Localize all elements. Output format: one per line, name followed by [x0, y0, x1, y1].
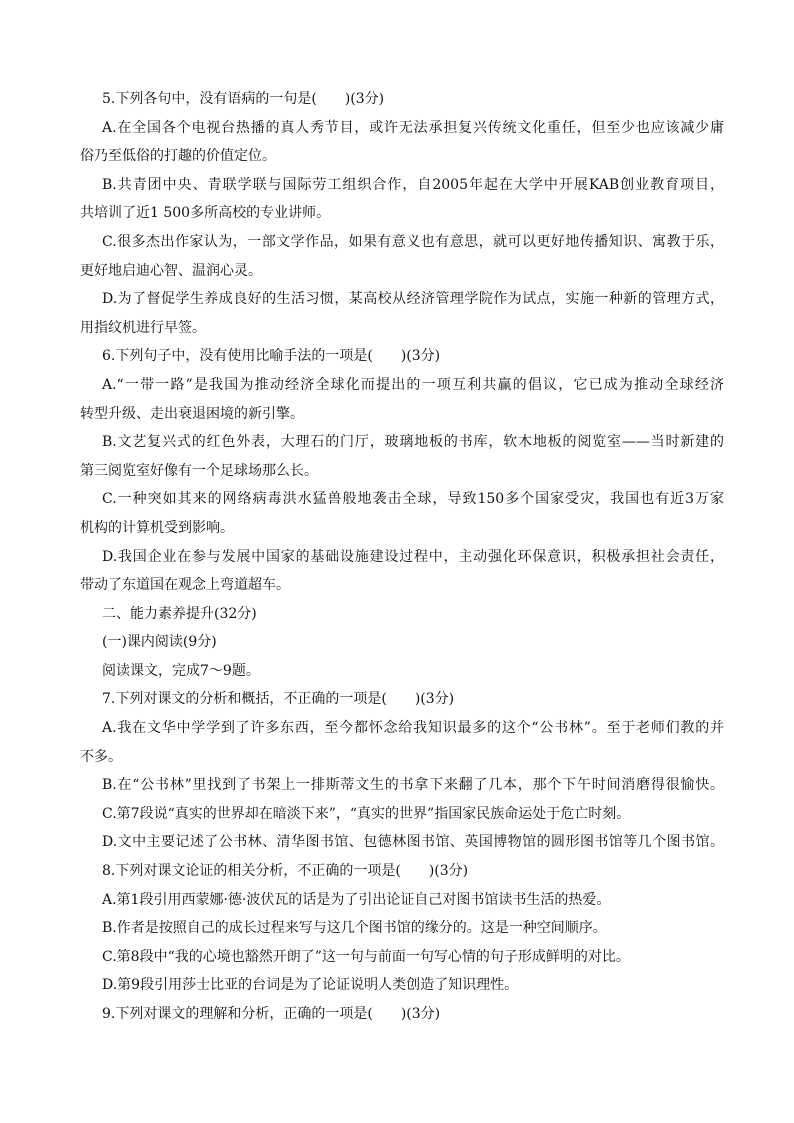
text-line: B.作者是按照自己的成长过程来写与这几个图书馆的缘分的。这是一种空间顺序。	[102, 920, 607, 937]
text-line: 6.下列句子中，没有使用比喻手法的一项是( )(3分)	[102, 348, 441, 365]
text-line: C.很多杰出作家认为，一部文学作品，如果有意义也有意思，就可以更好地传播知识、寓教于乐，	[102, 233, 724, 250]
text-line: 不多。	[80, 748, 122, 765]
text-line: D.我国企业在参与发展中国家的基础设施建设过程中，主动强化环保意识，积极承担社会责任，	[102, 548, 724, 565]
text-line: A.第1段引用西蒙娜·德·波伏瓦的话是为了引出论证自己对图书馆读书生活的热爱。	[102, 891, 611, 908]
text-line: D.文中主要记述了公书林、清华图书馆、包德林图书馆、英国博物馆的圆形图书馆等几个图书馆。	[102, 834, 724, 851]
text-line: 用指纹机进行早签。	[80, 319, 206, 336]
text-line: 8.下列对课文论证的相关分析，不正确的一项是( )(3分)	[102, 863, 469, 880]
text-line: C.第8段中“我的心境也豁然开朗了”这一句与前面一句写心情的句子形成鲜明的对比。	[102, 948, 630, 965]
text-line: A.在全国各个电视台热播的真人秀节目，或许无法承担复兴传统文化重任，但至少也应该减少庸	[102, 119, 724, 136]
text-line: 转型升级、走出衰退困境的新引擎。	[80, 405, 304, 422]
text-line: 阅读课文，完成7～9题。	[102, 662, 260, 679]
text-line: 机构的计算机受到影响。	[80, 519, 234, 536]
text-line: 7.下列对课文的分析和概括，不正确的一项是( )(3分)	[102, 691, 455, 708]
text-line: B.共青团中央、青联学联与国际劳工组织合作，自2005年起在大学中开展KAB创业教育项目，	[102, 176, 724, 193]
text-line: B.文艺复兴式的红色外表，大理石的门厅，玻璃地板的书库，软木地板的阅览室——当时新建的	[102, 434, 724, 451]
text-line: 9.下列对课文的理解和分析，正确的一项是( )(3分)	[102, 1006, 441, 1022]
text-line: 共培训了近1 500多所高校的专业讲师。	[80, 205, 331, 222]
text-line: B.在“公书林”里找到了书架上一排斯蒂文生的书拿下来翻了几本，那个下午时间消磨得很愉快。	[102, 777, 724, 794]
text-line: 更好地启迪心智、温润心灵。	[80, 262, 262, 279]
text-line: A.“一带一路”是我国为推动经济全球化而提出的一项互利共赢的倡议，它已成为推动全球经济	[102, 376, 724, 393]
text-line: 俗乃至低俗的打趣的价值定位。	[80, 148, 276, 165]
text-line: D.为了督促学生养成良好的生活习惯，某高校从经济管理学院作为试点，实施一种新的管理方式，	[102, 291, 724, 308]
text-line: C.第7段说“真实的世界却在暗淡下来”，“真实的世界”指国家民族命运处于危亡时刻。	[102, 805, 631, 822]
text-line: 5.下列各句中，没有语病的一句是( )(3分)	[102, 91, 385, 107]
text-line: A.我在文华中学学到了许多东西，至今都怀念给我知识最多的这个“公书林”。至于老师们教的并	[102, 720, 724, 737]
text-line: 二、能力素养提升(32分)	[102, 605, 257, 622]
text-line: (一)课内阅读(9分)	[102, 634, 217, 651]
text-line: 带动了东道国在观念上弯道超车。	[80, 577, 290, 594]
text-line: D.第9段引用莎士比亚的台词是为了论证说明人类创造了知识理性。	[102, 977, 519, 994]
text-line: 第三阅览室好像有一个足球场那么长。	[80, 462, 318, 479]
text-line: C.一种突如其来的网络病毒洪水猛兽般地袭击全球，导致150多个国家受灾，我国也有近3万家	[102, 491, 724, 508]
